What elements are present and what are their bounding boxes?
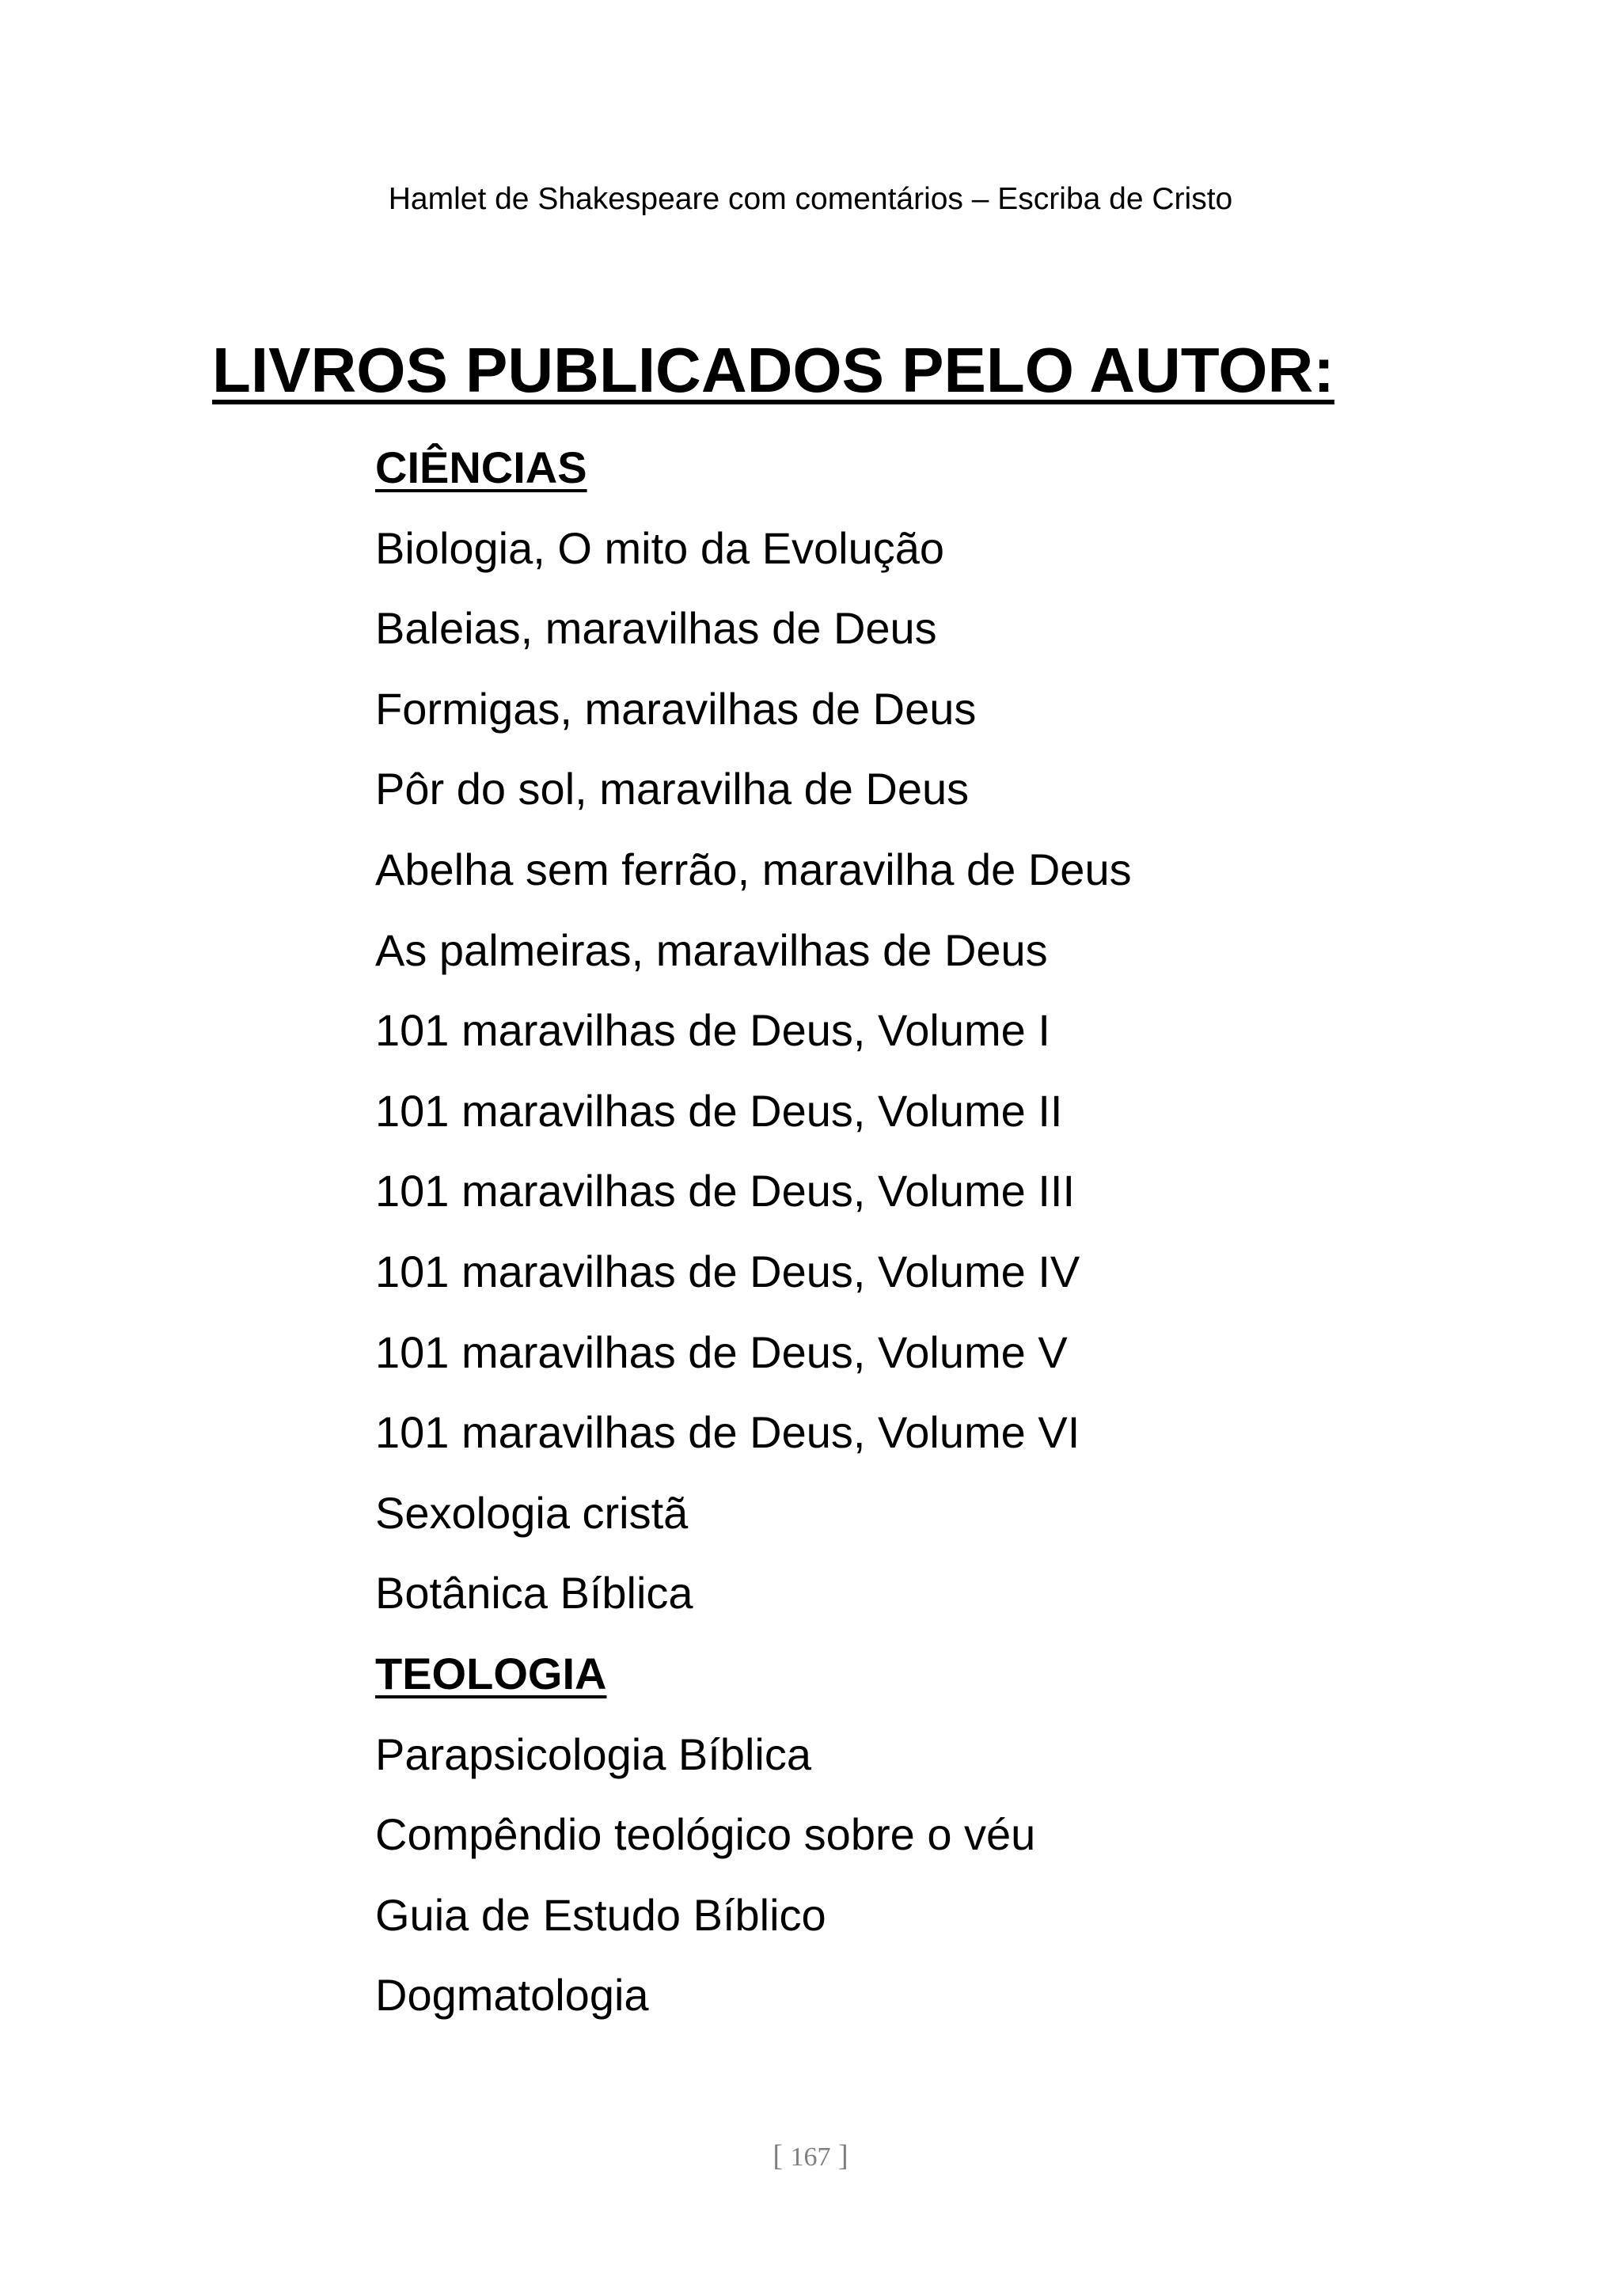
list-item: 101 maravilhas de Deus, Volume III (375, 1166, 1076, 1216)
page-number-bracket-close: ] (838, 2139, 848, 2173)
page-number-value: 167 (790, 2142, 831, 2172)
list-item: Compêndio teológico sobre o véu (375, 1809, 1036, 1860)
list-item: Parapsicologia Bíblica (375, 1729, 811, 1779)
book-list (375, 427, 1132, 2036)
list-item: 101 maravilhas de Deus, Volume II (375, 1085, 1063, 1136)
list-item: 101 maravilhas de Deus, Volume I (375, 1005, 1050, 1056)
running-header: Hamlet de Shakespeare com comentários – Escriba de Cristo (388, 182, 1233, 216)
page-number-bracket-open: [ (773, 2139, 783, 2173)
list-item: Botânica Bíblica (375, 1568, 693, 1619)
list-item: 101 maravilhas de Deus, Volume IV (375, 1246, 1080, 1296)
list-item: Pôr do sol, maravilha de Deus (375, 764, 970, 814)
list-item: Baleias, maravilhas de Deus (375, 603, 937, 654)
list-item: 101 maravilhas de Deus, Volume VI (375, 1407, 1080, 1458)
page-number (0, 2137, 1621, 2176)
list-item: Guia de Estudo Bíblico (375, 1889, 826, 1940)
list-item: Formigas, maravilhas de Deus (375, 683, 977, 734)
list-item: Dogmatologia (375, 1970, 649, 2021)
list-item: 101 maravilhas de Deus, Volume V (375, 1326, 1068, 1377)
page-title: LIVROS PUBLICADOS PELO AUTOR: (212, 335, 1334, 405)
section-heading-teologia: TEOLOGIA (375, 1648, 607, 1698)
list-item: As palmeiras, maravilhas de Deus (375, 924, 1048, 975)
section-heading-ciencias: CIÊNCIAS (375, 442, 587, 492)
list-item: Abelha sem ferrão, maravilha de Deus (375, 844, 1132, 894)
list-item: Sexologia cristã (375, 1487, 689, 1538)
list-item: Biologia, O mito da Evolução (375, 522, 945, 573)
